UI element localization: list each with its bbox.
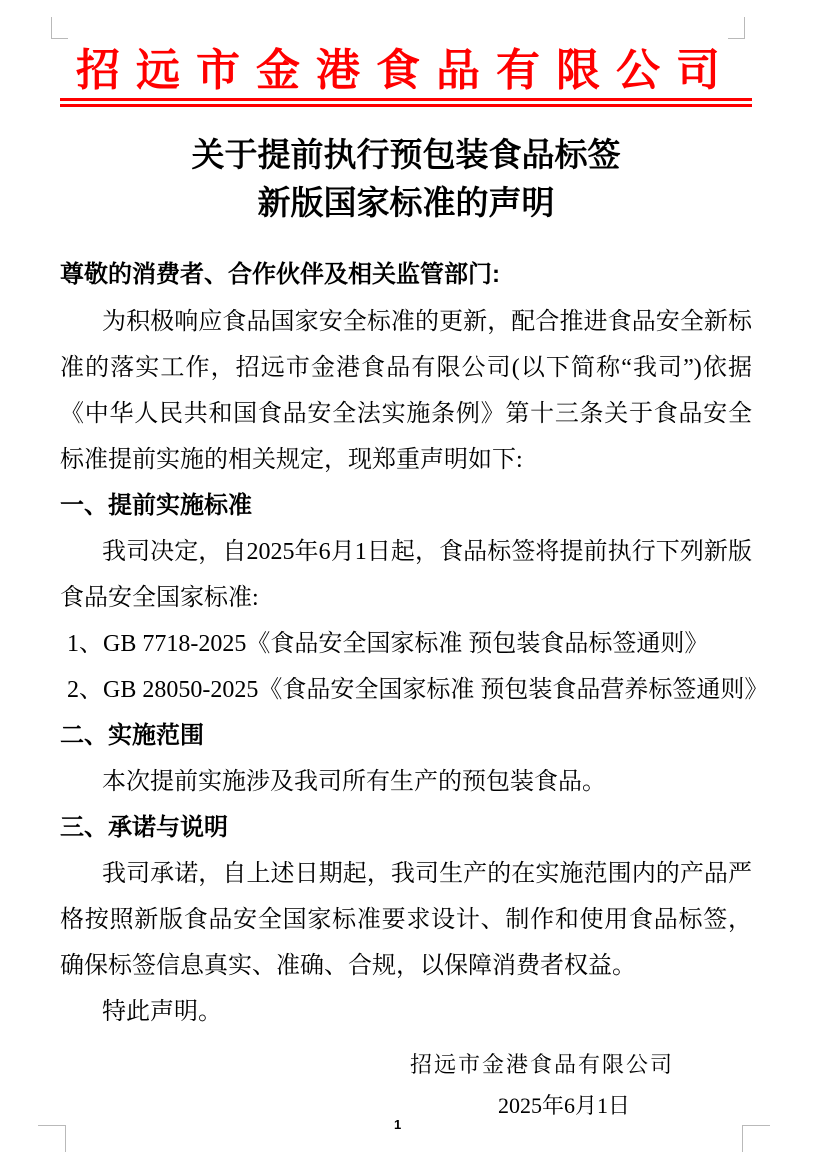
document-title-line2: 新版国家标准的声明	[257, 184, 555, 221]
document-title	[60, 131, 752, 227]
signature-date: 2025年6月1日	[497, 1093, 630, 1118]
standard-item-1: 1、GB 7718-2025《食品安全国家标准 预包装食品标签通则》	[67, 631, 709, 657]
section-1-body: 我司决定，自2025年6月1日起，食品标签将提前执行下列新版食品安全国家标准:	[60, 539, 752, 611]
salutation: 尊敬的消费者、合作伙伴及相关监管部门:	[60, 261, 500, 288]
section-1-heading: 一、提前实施标准	[60, 492, 252, 519]
margin-mark-bottom-left	[38, 1125, 66, 1152]
signature-company: 招远市金港食品有限公司	[409, 1052, 674, 1077]
closing-statement: 特此声明。	[102, 999, 222, 1025]
company-name-header: 招远市金港食品有限公司	[60, 45, 752, 107]
section-3-body: 我司承诺，自上述日期起，我司生产的在实施范围内的产品严格按照新版食品安全国家标准要求设计、制作和使用食品标签，确保标签信息真实、准确、合规，以保障消费者权益。	[60, 861, 752, 979]
margin-mark-top-right	[728, 17, 745, 39]
standard-item-2: 2、GB 28050-2025《食品安全国家标准 预包装食品营养标签通则》	[67, 677, 769, 703]
section-2-body: 本次提前实施涉及我司所有生产的预包装食品。	[102, 769, 606, 795]
section-2-heading: 二、实施范围	[60, 722, 204, 749]
margin-mark-top-left	[51, 17, 68, 39]
page-number: 1	[394, 1117, 402, 1132]
section-3-heading: 三、承诺与说明	[60, 814, 228, 841]
margin-mark-bottom-right	[742, 1125, 770, 1152]
document-title-line1: 关于提前执行预包装食品标签	[191, 136, 621, 173]
intro-paragraph: 为积极响应食品国家安全标准的更新，配合推进食品安全新标准的落实工作，招远市金港食品有限公司(以下简称“我司”)依据《中华人民共和国食品安全法实施条例》第十三条关于食品安全标准提前实施的相关规定，现郑重声明如下:	[60, 309, 752, 473]
